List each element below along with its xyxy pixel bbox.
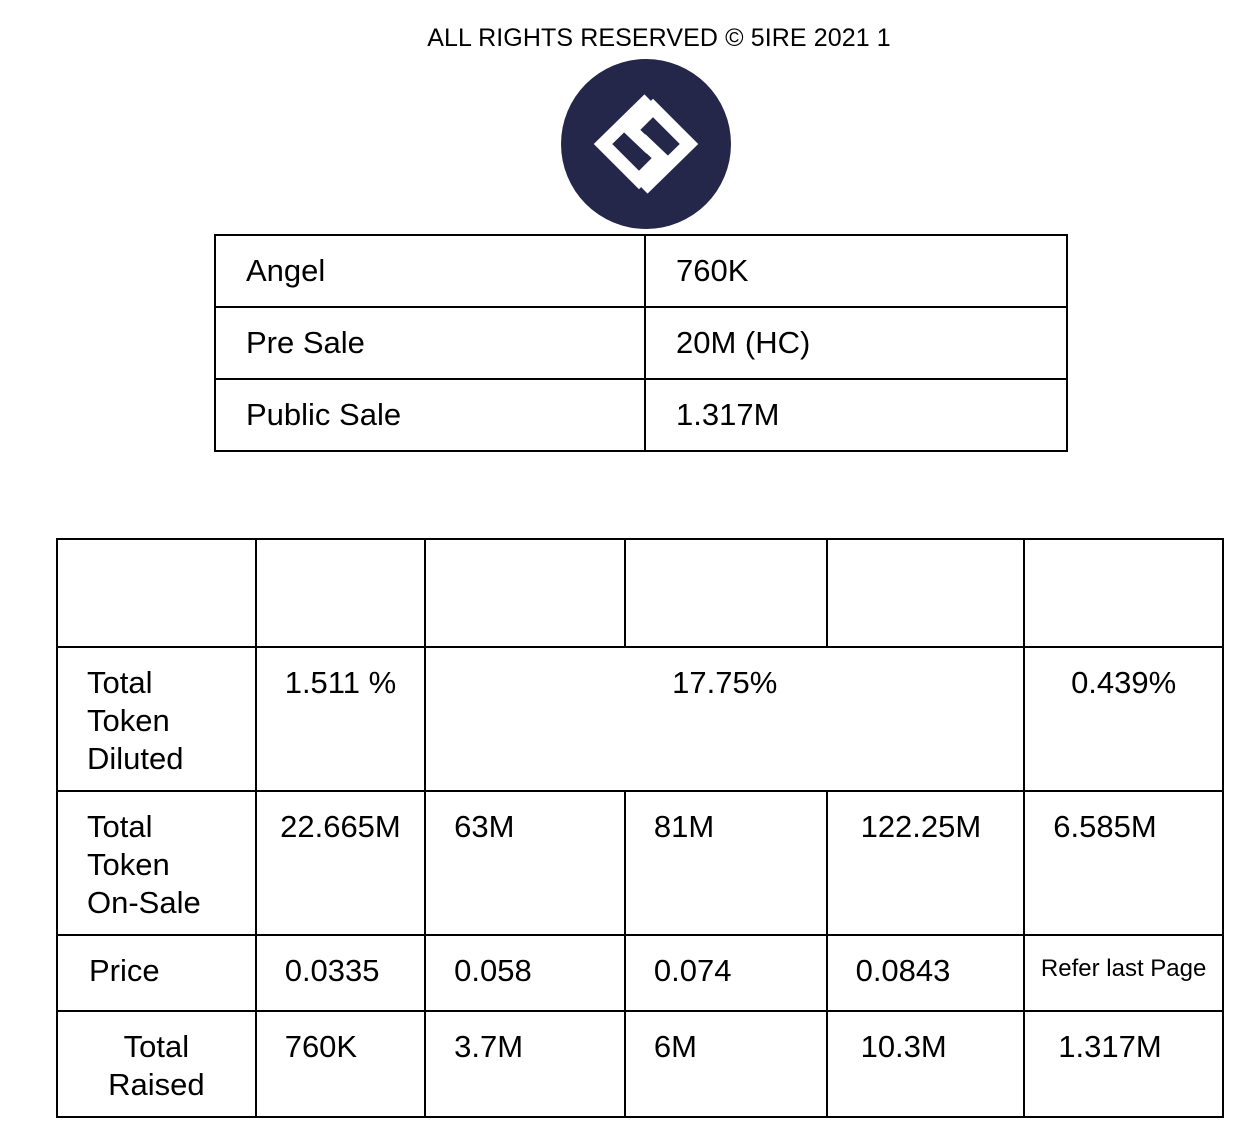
token-sale-details-table — [56, 538, 1224, 1118]
table-cell: 0.0843 — [827, 935, 1025, 1011]
table-header-row — [57, 539, 1223, 647]
table-row — [57, 647, 1223, 791]
round-label: Pre Sale — [215, 307, 645, 379]
table-row — [215, 379, 1067, 451]
table-cell: 0.0335 — [256, 935, 425, 1011]
row-label: Total Token Diluted — [57, 647, 256, 791]
table-row — [57, 791, 1223, 935]
5ire-logo-icon — [561, 59, 731, 229]
table-row — [215, 307, 1067, 379]
table-cell: 122.25M — [827, 791, 1025, 935]
table-row — [215, 235, 1067, 307]
table-cell: 17.75% — [425, 647, 1024, 791]
table-cell: 760K — [256, 1011, 425, 1117]
round-value: 20M (HC) — [645, 307, 1067, 379]
copyright-header: ALL RIGHTS RESERVED © 5IRE 2021 1 — [427, 24, 891, 52]
table-cell: 3.7M — [425, 1011, 625, 1117]
row-label: Total Raised — [57, 1011, 256, 1117]
round-value: 1.317M — [645, 379, 1067, 451]
table-cell: 0.074 — [625, 935, 827, 1011]
header-cell — [827, 539, 1025, 647]
header-cell — [425, 539, 625, 647]
row-label: Price — [57, 935, 256, 1011]
table-cell: 81M — [625, 791, 827, 935]
header-cell — [256, 539, 425, 647]
table-cell: 0.058 — [425, 935, 625, 1011]
table-cell: 1.317M — [1024, 1011, 1223, 1117]
round-label: Public Sale — [215, 379, 645, 451]
round-label: Angel — [215, 235, 645, 307]
table-cell: 10.3M — [827, 1011, 1025, 1117]
header-cell — [625, 539, 827, 647]
funding-summary-table — [214, 234, 1068, 452]
table-cell: 6M — [625, 1011, 827, 1117]
row-label: Total Token On-Sale — [57, 791, 256, 935]
table-row — [57, 935, 1223, 1011]
header-cell — [1024, 539, 1223, 647]
table-cell: Refer last Page — [1024, 935, 1223, 1011]
table-cell: 0.439% — [1024, 647, 1223, 791]
table-cell: 22.665M — [256, 791, 425, 935]
table-cell: 63M — [425, 791, 625, 935]
header-cell — [57, 539, 256, 647]
round-value: 760K — [645, 235, 1067, 307]
table-cell: 1.511 % — [256, 647, 425, 791]
table-row — [57, 1011, 1223, 1117]
table-cell: 6.585M — [1024, 791, 1223, 935]
